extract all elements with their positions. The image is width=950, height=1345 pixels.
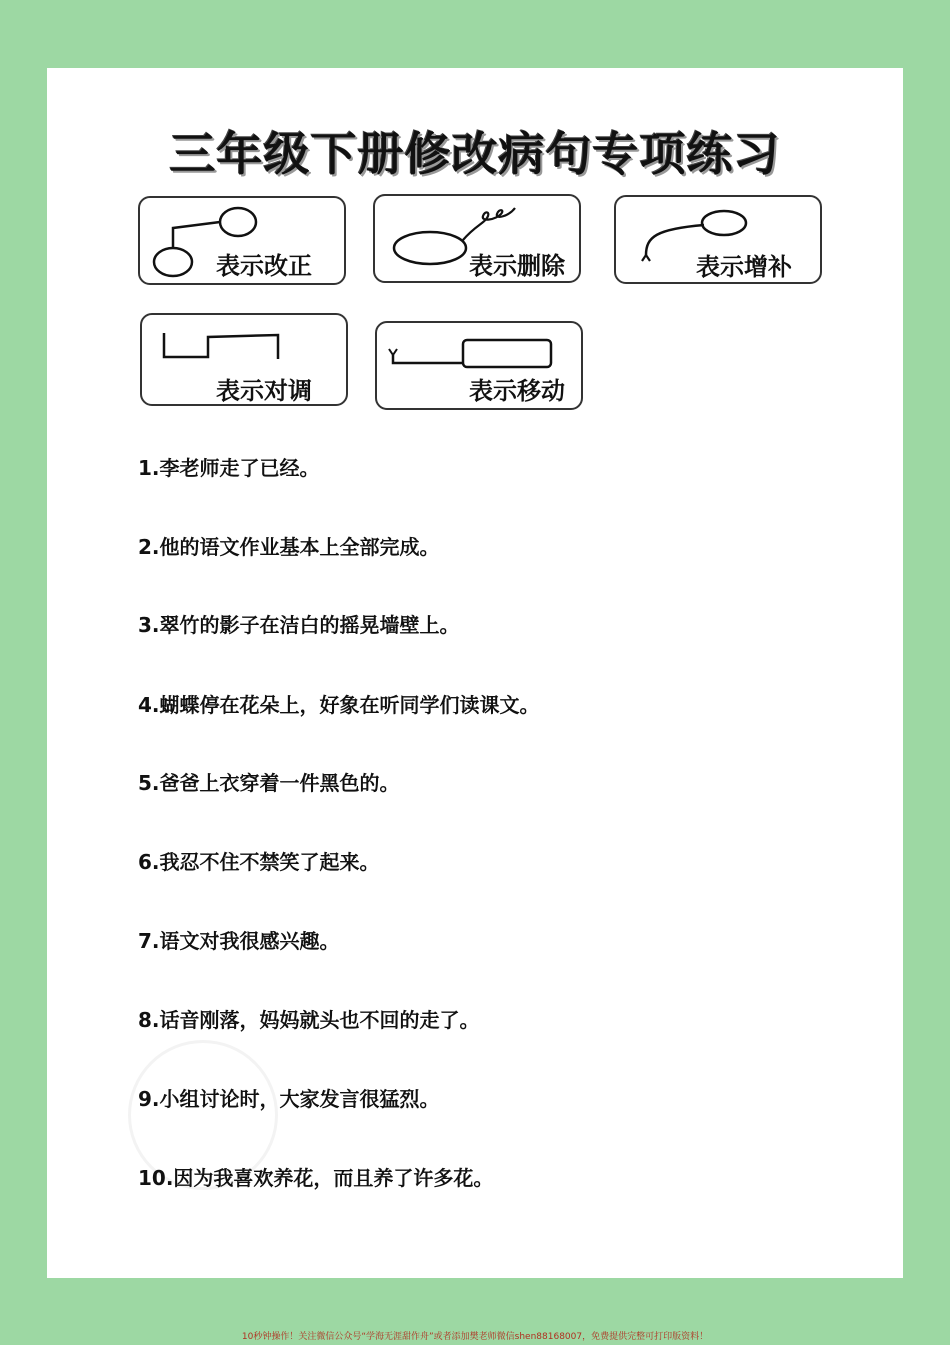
legend-label-correct: 表示改正	[216, 252, 312, 280]
exercise-item-3: 3.翠竹的影子在洁白的摇晃墙壁上。	[138, 613, 460, 637]
legend-insert	[614, 195, 822, 284]
exercise-item-6: 6.我忍不住不禁笑了起来。	[138, 850, 380, 874]
legend-move	[375, 321, 583, 410]
legend-correct	[138, 196, 346, 285]
exercise-item-9: 9.小组讨论时，大家发言很猛烈。	[138, 1087, 440, 1111]
exercise-item-5: 5.爸爸上衣穿着一件黑色的。	[138, 771, 400, 795]
footer-note: 10秒钟操作！关注微信公众号“学海无涯甜作舟”或者添加樊老师微信shen88168007，免费提供完整可打印版资料！	[241, 1332, 709, 1342]
exercise-item-10: 10.因为我喜欢养花，而且养了许多花。	[138, 1166, 494, 1190]
exercise-item-7: 7.语文对我很感兴趣。	[138, 929, 340, 953]
exercise-item-8: 8.话音刚落，妈妈就头也不回的走了。	[138, 1008, 480, 1032]
legend-label-swap: 表示对调	[216, 377, 312, 405]
legend-label-move: 表示移动	[469, 377, 565, 405]
legend-swap	[140, 313, 348, 406]
page-title: 三年级下册修改病句专项练习	[169, 127, 781, 181]
legend-delete	[373, 194, 581, 283]
legend-label-insert: 表示增补	[696, 253, 792, 281]
legend-label-delete: 表示删除	[469, 252, 565, 280]
exercise-item-4: 4.蝴蝶停在花朵上，好象在听同学们读课文。	[138, 693, 540, 717]
exercise-item-2: 2.他的语文作业基本上全部完成。	[138, 535, 440, 559]
exercise-item-1: 1.李老师走了已经。	[138, 456, 320, 480]
